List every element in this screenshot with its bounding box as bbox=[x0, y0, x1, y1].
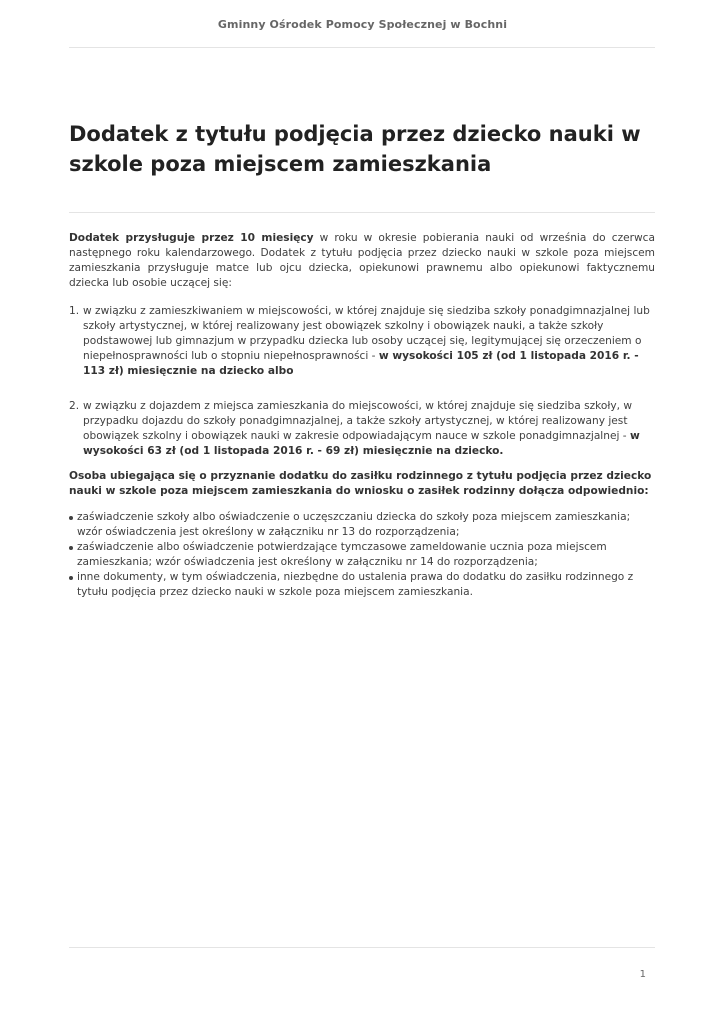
header-divider bbox=[69, 47, 655, 48]
intro-paragraph bbox=[69, 231, 655, 291]
attachment-item: zaświadczenie szkoły albo oświadczenie o uczęszczaniu dziecka do szkoły poza miejscem zamieszkania; wzór oświadczenia jest określony w załączniku nr 13 do rozporządzenia; bbox=[69, 510, 655, 540]
intro-bold-text: Dodatek przysługuje przez 10 miesięcy bbox=[69, 232, 314, 244]
condition-item bbox=[69, 304, 655, 379]
organization-header: Gminny Ośrodek Pomocy Społecznej w Bochni bbox=[217, 18, 508, 31]
document-title: Dodatek z tytułu podjęcia przez dziecko nauki w szkole poza miejscem zamieszkania bbox=[69, 122, 641, 176]
condition-text: w związku z zamieszkiwaniem w miejscowości, w której znajduje się siedziba szkoły ponadgimnazjalnej lub szkoły artystycznej, w której realizowany jest obowiązek szkolny i obowiązek nauki, a także szkoły podstawowej lub gimnazjum w przypadku dziecka lub osoby uczącej się, legitymującej się orzeczeniem o niepełnosprawności lub o stopniu niepełnosprawności - bbox=[83, 305, 650, 362]
conditions-list bbox=[69, 304, 655, 459]
footer-divider bbox=[69, 947, 655, 948]
title-divider bbox=[69, 212, 655, 213]
condition-number: 1. bbox=[69, 305, 80, 317]
condition-amount: w wysokości 63 zł (od 1 listopada 2016 r. - 69 zł) miesięcznie na dziecko. bbox=[83, 430, 640, 457]
attachment-item: inne dokumenty, w tym oświadczenia, niezbędne do ustalenia prawa do dodatku do zasiłku rodzinnego z tytułu podjęcia przez dziecko nauki w szkole poza miejscem zamieszkania. bbox=[69, 570, 655, 600]
condition-amount: w wysokości 105 zł (od 1 listopada 2016 r. - 113 zł) miesięcznie na dziecko albo bbox=[83, 350, 639, 377]
intro-text: w roku w okresie pobierania nauki od września do czerwca następnego roku kalendarzowego. Dodatek z tytułu podjęcia przez dziecko nauki w szkole poza miejscem zamieszkania przysługuje matce lub ojcu dziecka, opiekunowi prawnemu albo opiekunowi faktycznemu dziecka lub osobie uczącej się: bbox=[69, 232, 655, 289]
attachment-item: zaświadczenie albo oświadczenie potwierdzające tymczasowe zameldowanie ucznia poza miejscem zamieszkania; wzór oświadczenia jest określony w załączniku nr 14 do rozporządzenia; bbox=[69, 540, 655, 570]
condition-item bbox=[69, 399, 655, 459]
condition-number: 2. bbox=[69, 400, 80, 412]
attachments-list bbox=[69, 510, 655, 600]
document-body bbox=[69, 231, 655, 600]
requirement-paragraph: Osoba ubiegająca się o przyznanie dodatku do zasiłku rodzinnego z tytułu podjęcia przez dziecko nauki w szkole poza miejscem zamieszkania do wniosku o zasiłek rodzinny dołącza odpowiednio: bbox=[69, 470, 652, 497]
page-number: 1 bbox=[639, 969, 646, 980]
condition-text: w związku z dojazdem z miejsca zamieszkania do miejscowości, w której znajduje się siedziba szkoły, w przypadku dojazdu do szkoły ponadgimnazjalnej, a także szkoły artystycznej, w której realizowany jest obowiązek szkolny i obowiązek nauki w zakresie odpowiadającym nauce w szkole ponadgimnazjalnej - bbox=[83, 400, 633, 442]
